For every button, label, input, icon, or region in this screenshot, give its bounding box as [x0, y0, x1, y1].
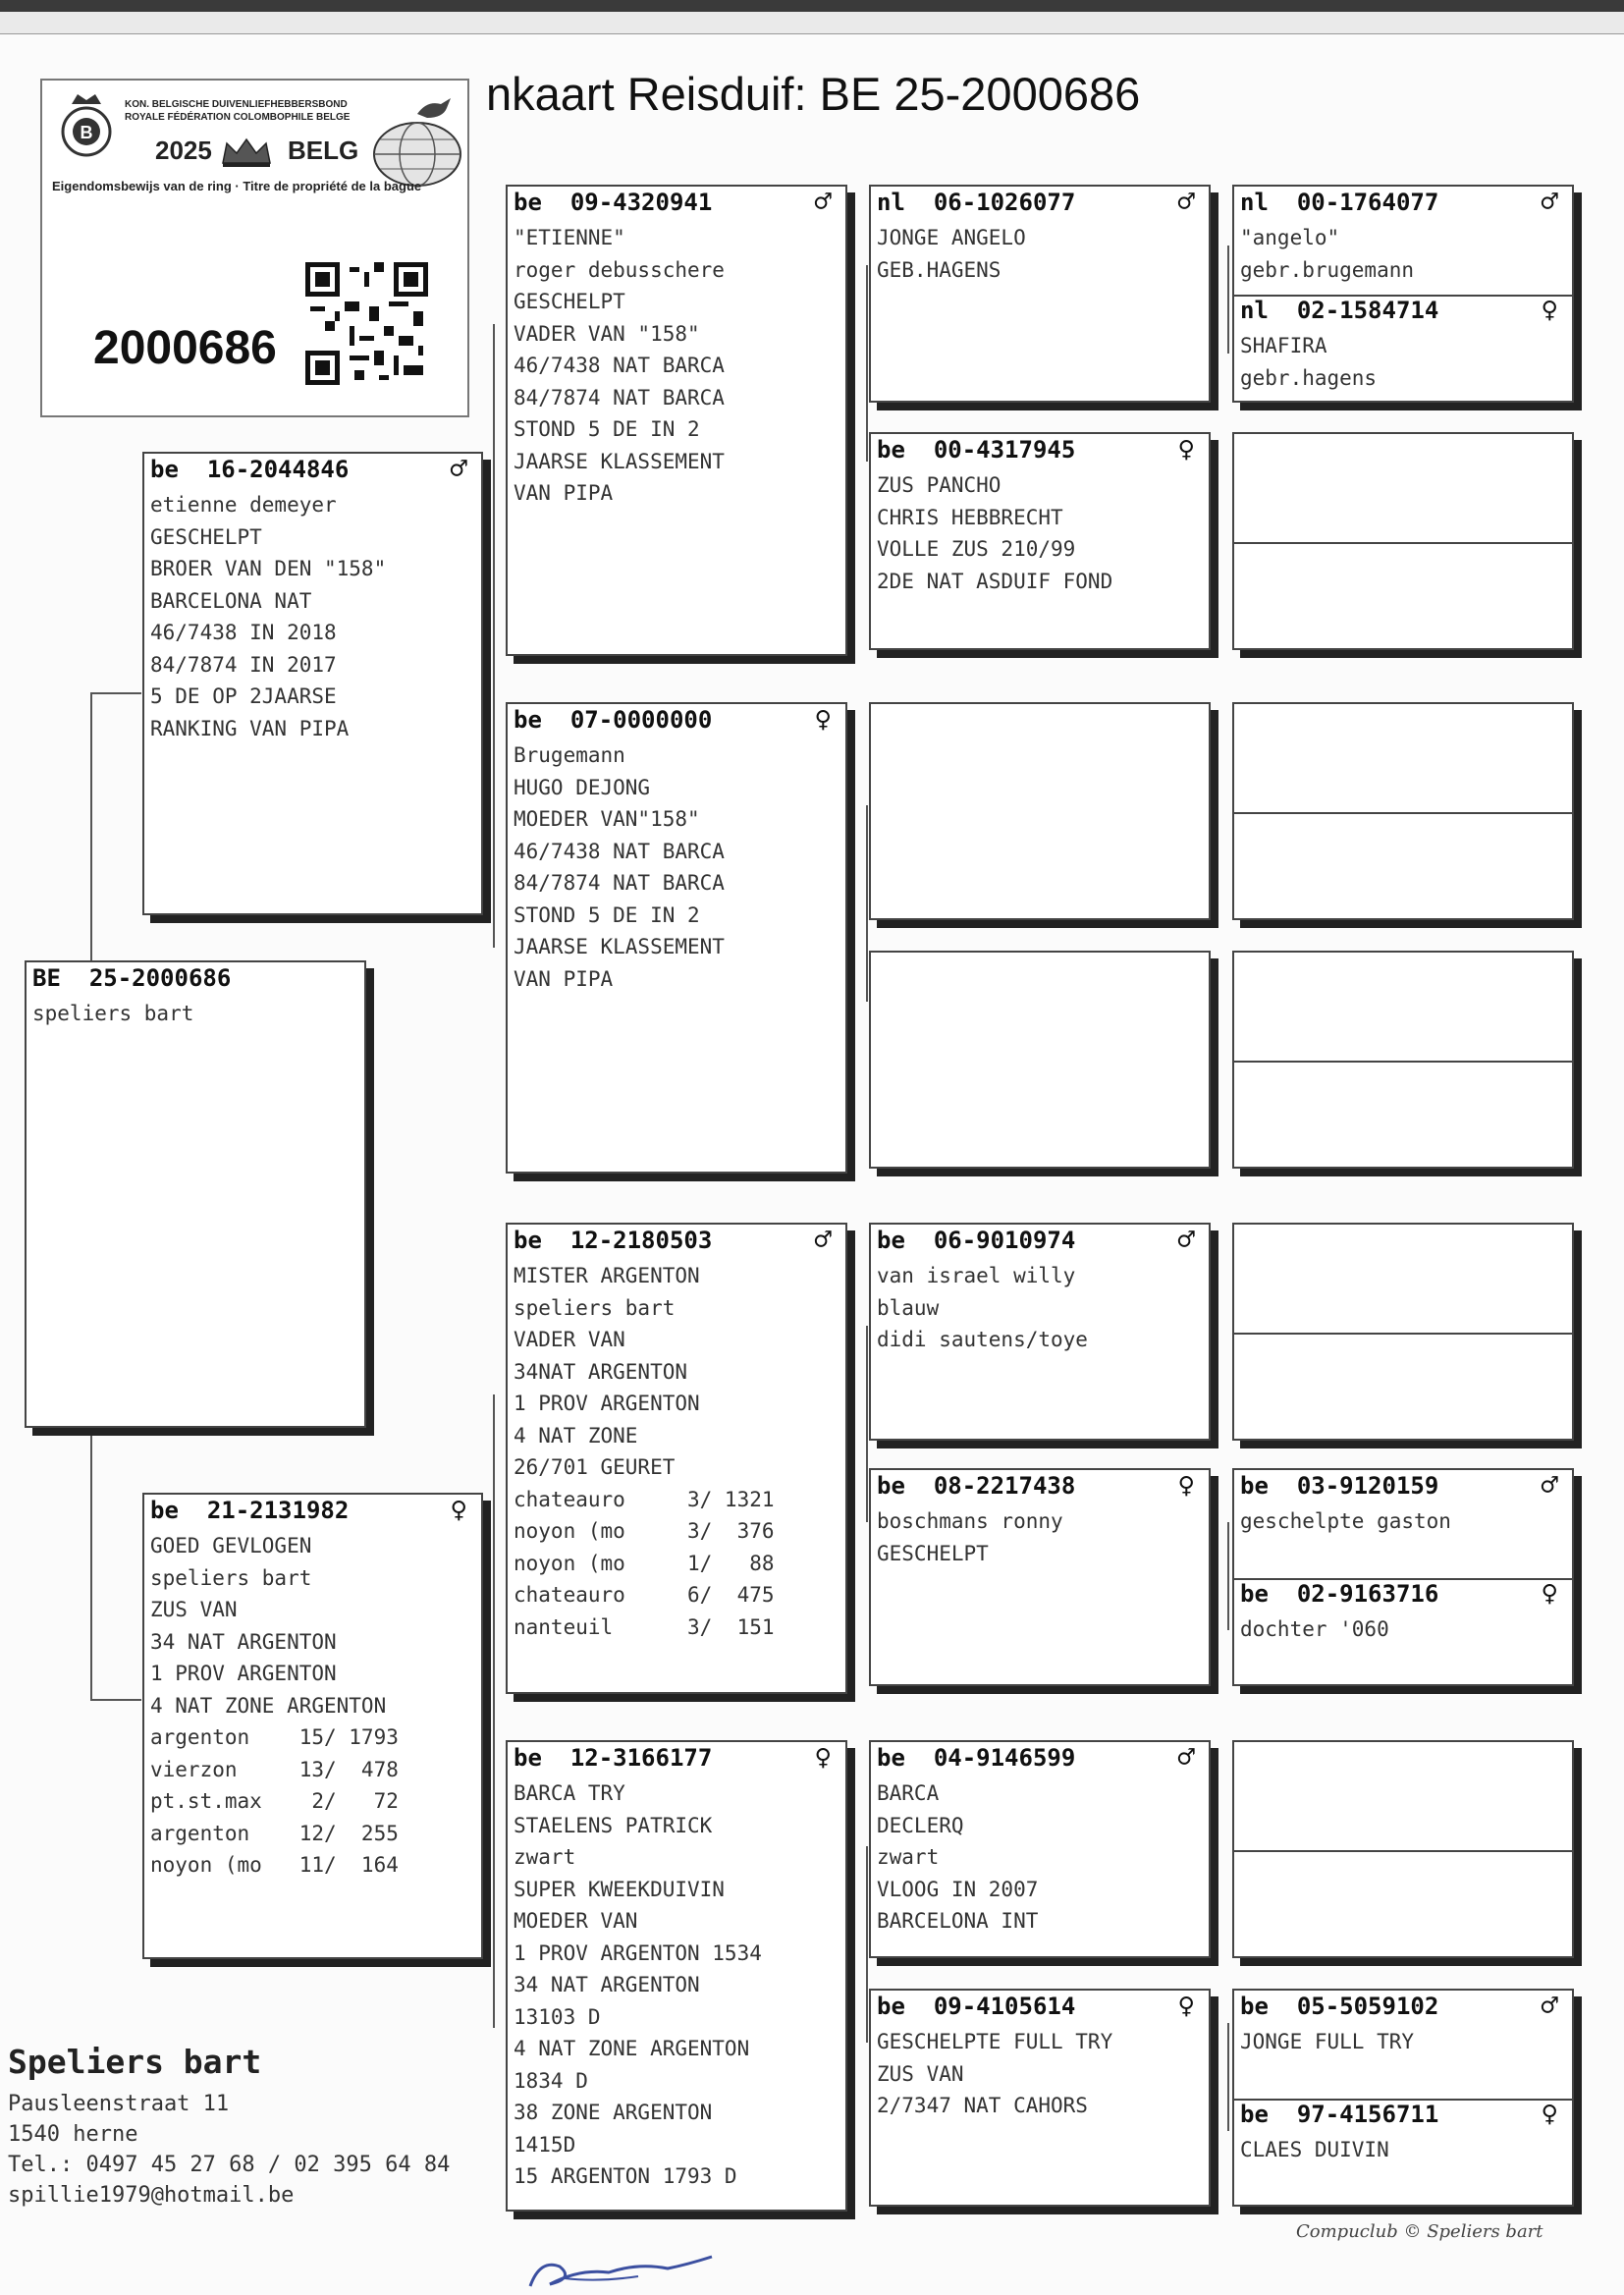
detail-line: GEB.HAGENS — [877, 257, 1001, 282]
detail-line: 15 ARGENTON 1793 D — [514, 2164, 737, 2188]
pedigree-box-fff — [869, 185, 1211, 403]
detail-line: GESCHELPT — [514, 290, 625, 313]
ring-number: 97-4156711 — [1296, 2101, 1439, 2128]
detail-line: HUGO DEJONG — [514, 775, 651, 799]
detail-line: chateauro 6/ 475 — [514, 1583, 775, 1607]
pigeon-details — [1234, 1502, 1572, 1538]
detail-line: zwart — [877, 1845, 940, 1869]
detail-line: 46/7438 NAT BARCA — [514, 354, 725, 377]
detail-line: chateauro 3/ 1321 — [514, 1487, 775, 1511]
ring-card-org — [125, 98, 350, 124]
detail-line: 1 PROV ARGENTON — [150, 1662, 337, 1685]
pedigree-box-fmm — [869, 951, 1211, 1169]
female-icon: ♀ — [1177, 1468, 1195, 1502]
ring-number: 12-3166177 — [569, 1744, 713, 1772]
male-icon: ♂ — [450, 452, 467, 485]
male-icon: ♂ — [1541, 185, 1558, 218]
connector-line — [1227, 2023, 1229, 2131]
detail-line: noyon (mo 3/ 376 — [514, 1519, 775, 1543]
detail-line: noyon (mo 1/ 88 — [514, 1551, 775, 1575]
pedigree-box-fmf — [869, 702, 1211, 920]
sub-box-dam — [1234, 2099, 1572, 2207]
detail-line: "angelo" — [1240, 226, 1340, 249]
org-line-1: KON. BELGISCHE DUIVENLIEFHEBBERSBOND — [125, 99, 348, 110]
detail-line: GESCHELPT — [877, 1541, 989, 1565]
detail-line: 5 DE OP 2JAARSE — [150, 684, 337, 708]
detail-line: 1415D — [514, 2132, 576, 2157]
ring-number: 05-5059102 — [1296, 1993, 1439, 2020]
detail-line: 38 ZONE ARGENTON — [514, 2101, 713, 2124]
detail-line: 1834 D — [514, 2068, 588, 2093]
ring-prefix: be — [877, 1472, 905, 1500]
ring-prefix: be — [1240, 2101, 1269, 2128]
ring-prefix: be — [877, 1744, 905, 1772]
ring-number: 02-1584714 — [1296, 297, 1439, 324]
ring-card-number: 2000686 — [93, 322, 277, 374]
detail-line: pt.st.max 2/ 72 — [150, 1789, 399, 1813]
pigeon-details — [508, 218, 845, 510]
detail-line: vierzon 13/ 478 — [150, 1757, 399, 1781]
detail-line: VLOOG IN 2007 — [877, 1877, 1039, 1901]
pigeon-details — [871, 465, 1209, 597]
detail-line: STOND 5 DE IN 2 — [514, 417, 700, 441]
sub-divider — [1234, 1850, 1572, 1852]
pigeon-details — [508, 1774, 845, 2193]
female-icon: ♀ — [814, 702, 832, 736]
detail-line: VAN PIPA — [514, 481, 614, 505]
pedigree-box-mf — [506, 1223, 847, 1694]
female-icon: ♀ — [1541, 2097, 1558, 2130]
detail-line: 34 NAT ARGENTON — [150, 1629, 337, 1654]
connector-line — [866, 1846, 868, 2043]
detail-line: argenton 12/ 255 — [150, 1821, 399, 1845]
pedigree-box-pair — [1232, 951, 1574, 1169]
detail-line: JAARSE KLASSEMENT — [514, 935, 725, 958]
detail-line: GESCHELPT — [150, 524, 262, 549]
detail-line: 4 NAT ZONE ARGENTON — [150, 1693, 387, 1718]
sub-box-dam — [1234, 1578, 1572, 1686]
ring-prefix: be — [514, 1744, 542, 1772]
pigeon-details — [871, 2022, 1209, 2122]
detail-line: boschmans ronny — [877, 1509, 1063, 1533]
connector-line — [1227, 246, 1229, 354]
ring-number: 09-4105614 — [933, 1993, 1076, 2020]
sub-divider — [1234, 812, 1572, 814]
detail-line: speliers bart — [514, 1295, 676, 1320]
svg-text:B: B — [80, 123, 93, 142]
ring-header — [1234, 1578, 1572, 1610]
pigeon-details — [1234, 326, 1572, 394]
owner-city: 1540 herne — [8, 2122, 138, 2147]
pedigree-box-subject — [25, 960, 366, 1428]
detail-line: CHRIS HEBBRECHT — [877, 505, 1063, 529]
detail-line: geschelpte gaston — [1240, 1509, 1451, 1533]
ring-card-year: 2025 — [155, 136, 212, 165]
detail-line: BARCA — [877, 1781, 940, 1805]
detail-line: DECLERQ — [877, 1813, 964, 1837]
footer-credit: Compuclub © Speliers bart — [1296, 2221, 1543, 2242]
female-icon: ♀ — [1541, 1576, 1558, 1610]
detail-line: BARCELONA NAT — [150, 588, 312, 613]
ring-prefix: nl — [1240, 297, 1269, 324]
ring-prefix: be — [877, 1993, 905, 2020]
connector-line — [90, 1699, 141, 1701]
ring-header — [508, 1742, 845, 1774]
female-icon: ♀ — [814, 1740, 832, 1774]
male-icon: ♂ — [814, 185, 832, 218]
ring-prefix: be — [877, 1227, 905, 1254]
ring-number: 08-2217438 — [933, 1472, 1076, 1500]
detail-line: speliers bart — [32, 1002, 194, 1025]
pedigree-box-mm — [506, 1740, 847, 2212]
ring-prefix: be — [1240, 1472, 1269, 1500]
detail-line: 4 NAT ZONE — [514, 1423, 638, 1448]
pedigree-box-mmf — [869, 1740, 1211, 1958]
ring-number: 25-2000686 — [88, 964, 232, 992]
connector-line — [90, 692, 92, 967]
connector-line — [866, 265, 868, 462]
detail-line: MOEDER VAN"158" — [514, 807, 700, 831]
detail-line: BARCELONA INT — [877, 1909, 1039, 1933]
page-title: nkaart Reisduif: BE 25-2000686 — [486, 68, 1141, 120]
connector-line — [1227, 1522, 1229, 1630]
ring-number: 07-0000000 — [569, 706, 713, 734]
ring-number: 04-9146599 — [933, 1744, 1076, 1772]
pedigree-box-pair — [1232, 1740, 1574, 1958]
detail-line: gebr.brugemann — [1240, 257, 1415, 282]
male-icon: ♂ — [1541, 1989, 1558, 2022]
connector-line — [90, 1434, 92, 1699]
connector-line — [866, 1326, 868, 1522]
detail-line: 46/7438 IN 2018 — [150, 621, 337, 644]
pedigree-box-mmm — [869, 1989, 1211, 2207]
ring-prefix: be — [1240, 1993, 1269, 2020]
detail-line: nanteuil 3/ 151 — [514, 1614, 775, 1639]
pigeon-details — [27, 994, 364, 1030]
ring-prefix: be — [1240, 1580, 1269, 1608]
detail-line: JONGE FULL TRY — [1240, 2030, 1415, 2053]
male-icon: ♂ — [1177, 1740, 1195, 1774]
detail-line: GESCHELPTE FULL TRY — [877, 2030, 1113, 2053]
detail-line: GOED GEVLOGEN — [150, 1534, 312, 1557]
detail-line: roger debusschere — [514, 257, 725, 282]
pigeon-details — [1234, 2022, 1572, 2058]
sub-box-sire — [1234, 1991, 1572, 2099]
ring-prefix: be — [877, 436, 905, 464]
ring-header — [871, 187, 1209, 218]
detail-line: 46/7438 NAT BARCA — [514, 839, 725, 863]
pigeon-details — [871, 1774, 1209, 1938]
detail-line: VADER VAN "158" — [514, 321, 700, 346]
detail-line: VADER VAN — [514, 1328, 625, 1351]
ring-header — [1234, 1991, 1572, 2022]
detail-line: JAARSE KLASSEMENT — [514, 449, 725, 473]
detail-line: speliers bart — [150, 1565, 312, 1590]
detail-line: didi sautens/toye — [877, 1328, 1088, 1351]
ring-prefix: nl — [877, 189, 905, 216]
ring-header — [144, 1495, 481, 1526]
ring-header — [1234, 187, 1572, 218]
pedigree-box-pair — [1232, 1223, 1574, 1441]
ring-header — [1234, 1470, 1572, 1502]
connector-line — [866, 805, 868, 1002]
pigeon-details — [1234, 2130, 1572, 2166]
ring-prefix: BE — [32, 964, 61, 992]
pigeon-details — [1234, 1610, 1572, 1646]
pedigree-box-pair — [1232, 1468, 1574, 1686]
detail-line: MOEDER VAN — [514, 1909, 638, 1933]
ring-header — [508, 704, 845, 736]
detail-line: argenton 15/ 1793 — [150, 1725, 399, 1749]
ring-number: 09-4320941 — [569, 189, 713, 216]
pigeon-details — [871, 1502, 1209, 1569]
sub-box-sire — [1234, 187, 1572, 295]
ring-header — [144, 454, 481, 485]
detail-line: MISTER ARGENTON — [514, 1264, 700, 1287]
ring-header — [27, 962, 364, 994]
detail-line: 84/7874 NAT BARCA — [514, 871, 725, 895]
pedigree-box-fm — [506, 702, 847, 1174]
female-icon: ♀ — [450, 1493, 467, 1526]
pedigree-box-pair — [1232, 1989, 1574, 2207]
ring-prefix: be — [514, 706, 542, 734]
connector-line — [493, 324, 495, 948]
pigeon-details — [871, 218, 1209, 286]
detail-line: 84/7874 IN 2017 — [150, 652, 337, 677]
ring-header — [871, 1470, 1209, 1502]
detail-line: VOLLE ZUS 210/99 — [877, 537, 1076, 561]
ring-header — [508, 1225, 845, 1256]
owner-name: Speliers bart — [8, 2043, 262, 2081]
sub-divider — [1234, 1061, 1572, 1063]
crown-icon — [217, 136, 276, 169]
detail-line: 34NAT ARGENTON — [514, 1359, 688, 1384]
male-icon: ♂ — [814, 1223, 832, 1256]
ring-number: 21-2131982 — [206, 1497, 350, 1524]
signature-icon — [520, 2249, 717, 2293]
detail-line: dochter '060 — [1240, 1617, 1389, 1641]
pedigree-box-mother — [142, 1493, 483, 1959]
connector-line — [493, 1394, 495, 2028]
ring-header — [1234, 2099, 1572, 2130]
female-icon: ♀ — [1541, 293, 1558, 326]
ring-number: 02-9163716 — [1296, 1580, 1439, 1608]
detail-line: 1 PROV ARGENTON — [514, 1392, 700, 1415]
ring-number: 00-1764077 — [1296, 189, 1439, 216]
detail-line: noyon (mo 11/ 164 — [150, 1853, 399, 1877]
pigeon-details — [508, 1256, 845, 1643]
detail-line: ZUS VAN — [150, 1598, 238, 1621]
ring-header — [871, 1225, 1209, 1256]
ring-card — [40, 79, 469, 417]
pedigree-box-mfm — [869, 1468, 1211, 1686]
owner-phone: Tel.: 0497 45 27 68 / 02 395 64 84 — [8, 2153, 451, 2177]
pedigree-box-father — [142, 452, 483, 915]
ring-header — [871, 434, 1209, 465]
detail-line: ZUS PANCHO — [877, 473, 1001, 497]
ring-header — [508, 187, 845, 218]
pigeon-details — [508, 736, 845, 995]
detail-line: 26/701 GEURET — [514, 1455, 676, 1479]
detail-line: Brugemann — [514, 743, 625, 767]
detail-line: blauw — [877, 1295, 940, 1320]
pedigree-box-mff — [869, 1223, 1211, 1441]
male-icon: ♂ — [1541, 1468, 1558, 1502]
scan-margin — [0, 12, 1624, 34]
detail-line: 13103 D — [514, 2004, 601, 2029]
ring-prefix: be — [514, 1227, 542, 1254]
detail-line: STAELENS PATRICK — [514, 1813, 713, 1837]
pedigree-box-ff — [506, 185, 847, 656]
detail-line: SUPER KWEEKDUIVIN — [514, 1877, 725, 1901]
pigeon-details — [144, 485, 481, 744]
pedigree-box-pair — [1232, 702, 1574, 920]
detail-line: JONGE ANGELO — [877, 226, 1026, 249]
ring-number: 06-9010974 — [933, 1227, 1076, 1254]
male-icon: ♂ — [1177, 1223, 1195, 1256]
ring-prefix: be — [150, 1497, 179, 1524]
detail-line: 4 NAT ZONE ARGENTON — [514, 2037, 750, 2060]
sub-divider — [1234, 542, 1572, 544]
ring-card-ownership: Eigendomsbewijs van de ring · Titre de propriété de la bague — [52, 179, 422, 193]
detail-line: zwart — [514, 1845, 576, 1869]
detail-line: BROER VAN DEN "158" — [150, 557, 387, 580]
ring-header — [871, 1742, 1209, 1774]
detail-line: 2/7347 NAT CAHORS — [877, 2094, 1088, 2117]
detail-line: van israel willy — [877, 1264, 1076, 1287]
pigeon-details — [144, 1526, 481, 1882]
ring-prefix: nl — [1240, 189, 1269, 216]
female-icon: ♀ — [1177, 432, 1195, 465]
detail-line: CLAES DUIVIN — [1240, 2138, 1389, 2161]
sub-box-sire — [1234, 1470, 1572, 1578]
ring-header — [871, 1991, 1209, 2022]
owner-email: spillie1979@hotmail.be — [8, 2183, 295, 2208]
pigeon-icon — [415, 94, 455, 122]
scan-top-edge — [0, 0, 1624, 12]
pedigree-box-ffm — [869, 432, 1211, 650]
detail-line: 1 PROV ARGENTON 1534 — [514, 1940, 762, 1965]
kbdb-logo-icon — [52, 90, 121, 159]
female-icon: ♀ — [1177, 1989, 1195, 2022]
ring-number: 06-1026077 — [933, 189, 1076, 216]
sub-divider — [1234, 1333, 1572, 1335]
detail-line: etienne demeyer — [150, 493, 337, 517]
ring-number: 12-2180503 — [569, 1227, 713, 1254]
detail-line: ZUS VAN — [877, 2061, 964, 2086]
pedigree-box-pair — [1232, 185, 1574, 403]
detail-line: gebr.hagens — [1240, 365, 1378, 390]
detail-line: VAN PIPA — [514, 966, 614, 991]
ring-prefix: be — [150, 456, 179, 483]
owner-street: Pausleenstraat 11 — [8, 2092, 230, 2116]
ring-number: 03-9120159 — [1296, 1472, 1439, 1500]
org-line-2: ROYALE FÉDÉRATION COLOMBOPHILE BELGE — [125, 112, 351, 123]
pigeon-details — [1234, 218, 1572, 286]
connector-line — [90, 692, 141, 694]
pigeon-details — [871, 1256, 1209, 1356]
detail-line: 84/7874 NAT BARCA — [514, 385, 725, 410]
sub-box-dam — [1234, 295, 1572, 403]
qr-code-icon — [305, 262, 428, 385]
detail-line: "ETIENNE" — [514, 226, 625, 249]
ring-number: 00-4317945 — [933, 436, 1076, 464]
detail-line: RANKING VAN PIPA — [150, 716, 350, 740]
pedigree-box-pair — [1232, 432, 1574, 650]
detail-line: 2DE NAT ASDUIF FOND — [877, 569, 1113, 593]
detail-line: STOND 5 DE IN 2 — [514, 902, 700, 927]
detail-line: SHAFIRA — [1240, 334, 1327, 357]
ring-header — [1234, 295, 1572, 326]
male-icon: ♂ — [1177, 185, 1195, 218]
ring-card-country: BELG — [288, 136, 359, 165]
detail-line: 34 NAT ARGENTON — [514, 1973, 700, 1996]
ring-prefix: be — [514, 189, 542, 216]
ring-number: 16-2044846 — [206, 456, 350, 483]
detail-line: BARCA TRY — [514, 1781, 625, 1805]
